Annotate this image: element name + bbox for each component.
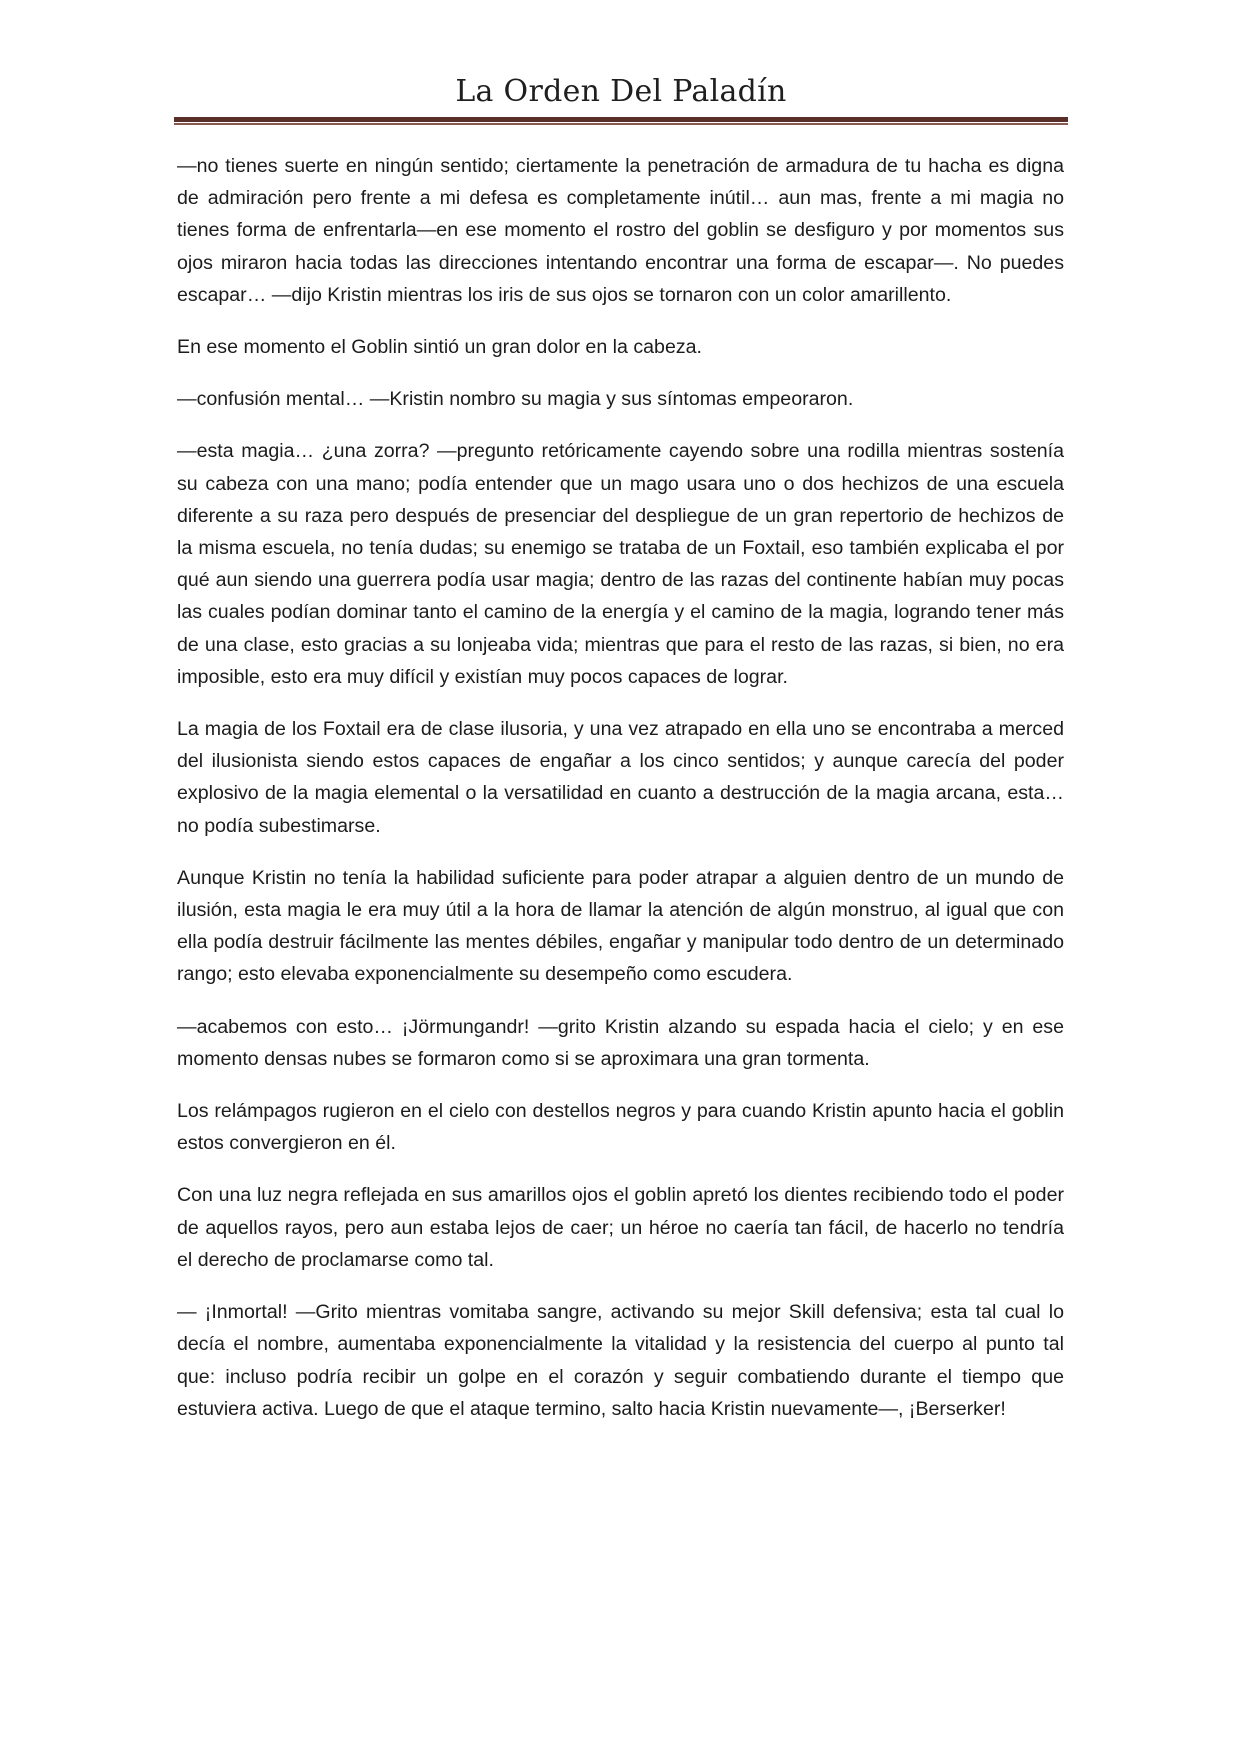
header-divider-thin [174, 123, 1068, 125]
header-divider-thick [174, 117, 1068, 122]
paragraph: Los relámpagos rugieron en el cielo con destellos negros y para cuando Kristin apunto hacia el goblin estos convergieron en él. [177, 1100, 1064, 1155]
header-divider [174, 117, 1068, 125]
paragraph: —acabemos con esto… ¡Jörmungandr! —grito Kristin alzando su espada hacia el cielo; y en ese momento densas nubes se formaron como si se aproximara una gran tormenta. [177, 1015, 1064, 1070]
paragraph: En ese momento el Goblin sintió un gran dolor en la cabeza. [177, 336, 702, 359]
paragraph: Aunque Kristin no tenía la habilidad suficiente para poder atrapar a alguien dentro de un mundo de ilusión, esta magia le era muy útil a la hora de llamar la atención de algún monstruo, al igual que con ella podía destruir fácilmente las mentes débiles, engañar y manipular todo dentro de un determinado rango; esto elevaba exponencialmente su desempeño como escudera. [177, 866, 1064, 986]
paragraph: —esta magia… ¿una zorra? —pregunto retóricamente cayendo sobre una rodilla mientras sostenía su cabeza con una mano; podía entender que un mago usara uno o dos hechizos de una escuela diferente a su raza pero después de presenciar del despliegue de un gran repertorio de hechizos de la misma escuela, no tenía dudas; su enemigo se trataba de un Foxtail, eso también explicaba el por qué aun siendo una guerrera podía usar magia; dentro de las razas del continente habían muy pocas las cuales podían dominar tanto el camino de la energía y el camino de la magia, logrando tener más de una clase, esto gracias a su lonjeaba vida; mientras que para el resto de las razas, si bien, no era imposible, esto era muy difícil y existían muy pocos capaces de lograr. [177, 440, 1064, 688]
document-title: La Orden Del Paladín [455, 74, 787, 109]
paragraph: —no tienes suerte en ningún sentido; ciertamente la penetración de armadura de tu hacha es digna de admiración pero frente a mi defesa es completamente inútil… aun mas, frente a mi magia no tienes forma de enfrentarla—en ese momento el rostro del goblin se desfiguro y por momentos sus ojos miraron hacia todas las direcciones intentando encontrar una forma de escapar—. No puedes escapar… —dijo Kristin mientras los iris de sus ojos se tornaron con un color amarillento. [177, 155, 1064, 306]
paragraph: —confusión mental… —Kristin nombro su magia y sus síntomas empeoraron. [177, 388, 854, 411]
paragraph: — ¡Inmortal! —Grito mientras vomitaba sangre, activando su mejor Skill defensiva; esta tal cual lo decía el nombre, aumentaba exponencialmente la vitalidad y la resistencia del cuerpo al punto tal que: incluso podría recibir un golpe en el corazón y seguir combatiendo durante el tiempo que estuviera activa. Luego de que el ataque termino, salto hacia Kristin nuevamente—, ¡Berserker! [177, 1301, 1064, 1420]
body-text [177, 150, 1064, 1445]
page-header [174, 72, 1068, 112]
paragraph: La magia de los Foxtail era de clase ilusoria, y una vez atrapado en ella uno se encontraba a merced del ilusionista siendo estos capaces de engañar a los cinco sentidos; y aunque carecía del poder explosivo de la magia elemental o la versatilidad en cuanto a destrucción de la magia arcana, esta… no podía subestimarse. [177, 718, 1064, 837]
paragraph: Con una luz negra reflejada en sus amarillos ojos el goblin apretó los dientes recibiendo todo el poder de aquellos rayos, pero aun estaba lejos de caer; un héroe no caería tan fácil, de hacerlo no tendría el derecho de proclamarse como tal. [177, 1184, 1064, 1271]
